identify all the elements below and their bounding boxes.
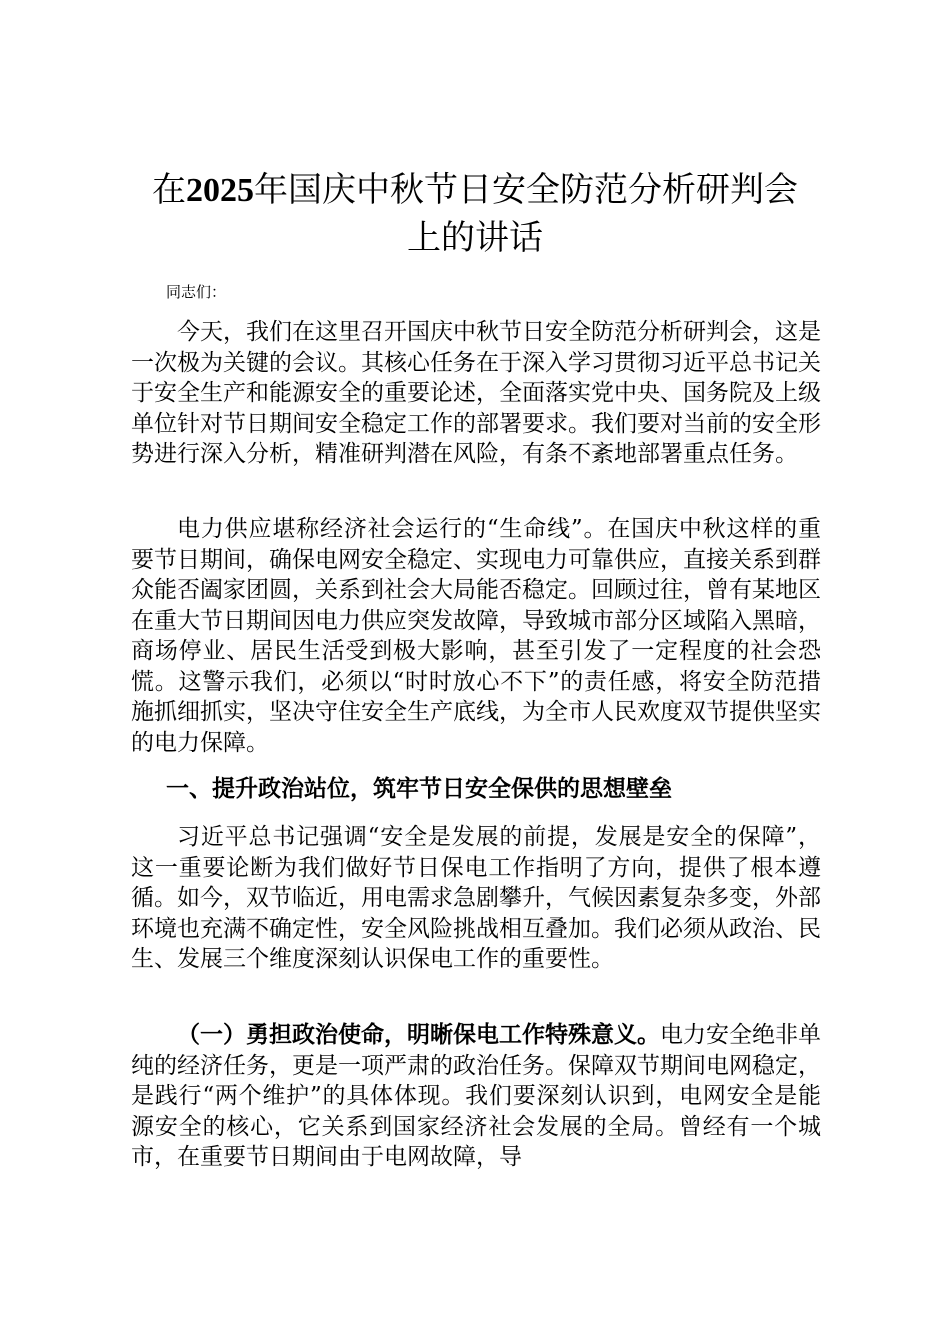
subsection-1-heading: （一）勇担政治使命，明晰保电工作特殊意义。 [177,1021,660,1048]
salutation: 同志们： [166,283,227,301]
title-prefix: 在 [152,170,186,210]
paragraph-power-supply: 电力供应堪称经济社会运行的“生命线”。在国庆中秋这样的重要节日期间，确保电网安全稳定、实现电力可靠供应，直接关系到群众能否阖家团圆，关系到社会大局能否稳定。回顾过往，曾有某地区在重大节日期间因电力供应突发故障，导致城市部分区域陷入黑暗，商场停业、居民生活受到极大影响，甚至引发了一定程度的社会恐慌。这警示我们，必须以“时时放心不下”的责任感，将安全防范措施抓细抓实，坚决守住安全生产底线，为全市人民欢度双节提供坚实的电力保障。 [131,516,821,756]
title-year: 2025 [186,172,254,209]
title-line-1-rest: 年国庆中秋节日安全防范分析研判会 [254,170,798,210]
document-title-line-1 [120,168,830,213]
document-title-line-2: 上的讲话 [407,218,543,258]
paragraph-subsection-1 [131,1020,821,1173]
section-heading-1: 一、提升政治站位，筑牢节日安全保供的思想壁垒 [166,775,672,802]
paragraph-section-1: 习近平总书记强调“安全是发展的前提，发展是安全的保障”，这一重要论断为我们做好节日保电工作指明了方向，提供了根本遵循。如今，双节临近，用电需求急剧攀升，气候因素复杂多变，外部环境也充满不确定性，安全风险挑战相互叠加。我们必须从政治、民生、发展三个维度深刻认识保电工作的重要性。 [131,824,821,972]
paragraph-intro: 今天，我们在这里召开国庆中秋节日安全防范分析研判会，这是一次极为关键的会议。其核心任务在于深入学习贯彻习近平总书记关于安全生产和能源安全的重要论述，全面落实党中央、国务院及上级单位针对节日期间安全稳定工作的部署要求。我们要对当前的安全形势进行深入分析，精准研判潜在风险，有条不紊地部署重点任务。 [131,319,821,467]
subsection-1-body: 电力安全绝非单纯的经济任务，更是一项严肃的政治任务。保障双节期间电网稳定，是践行“两个维护”的具体体现。我们要深刻认识到，电网安全是能源安全的核心，它关系到国家经济社会发展的全局。曾经有一个城市，在重要节日期间由于电网故障，导 [131,1022,821,1170]
